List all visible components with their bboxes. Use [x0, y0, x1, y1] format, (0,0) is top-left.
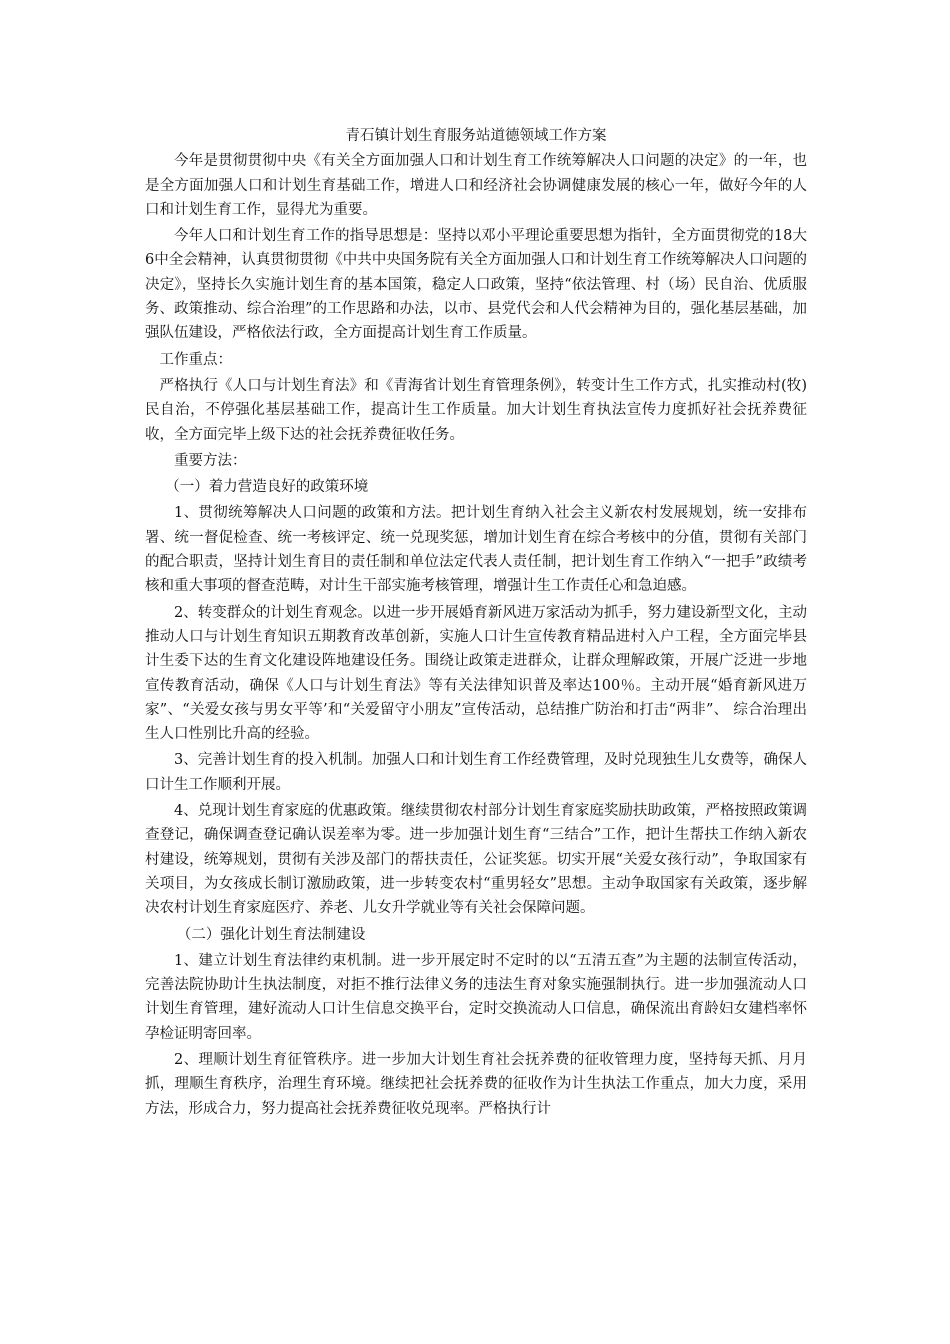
document-title: 青石镇计划生育服务站道德领域工作方案: [345, 128, 607, 144]
section-label-methods: 重要方法：: [174, 452, 247, 469]
paragraph-legal-item-1: 1、建立计划生育法律约束机制。进一步开展定时不定时的以“五清五查”为主题的法制宣传活动，完善法院协助计生执法制度，对拒不推行法律义务的违法生育对象实施强制执行。进一步加强流动人口计划生育管理，建好流动人口计生信息交换平台，定时交换流动人口信息，确保流出育龄妇女建档率怀孕检证明寄回率。: [145, 952, 807, 1042]
section-label-work-focus: 工作重点：: [159, 351, 232, 368]
paragraph-work-focus: 严格执行《人口与计划生育法》和《青海省计划生育管理条例》，转变计生工作方式，扎实推动村(牧)民自治，不停强化基层基础工作，提高计生工作质量。加大计划生育执法宣传力度抓好社会抚养费征收，全方面完毕上级下达的社会抚养费征收任务。: [145, 377, 807, 443]
paragraph-item-2: 2、转变群众的计划生育观念。以进一步开展婚育新风进万家活动为抓手，努力建设新型文化，主动推动人口与计划生育知识五期教育改革创新，实施人口计生宣传教育精品进村入户工程，全方面完毕县计生委下达的生育文化建设阵地建设任务。围绕让政策走进群众，让群众理解政策，开展广泛进一步地宣传教育活动，确保《人口与计划生育法》等有关法律知识普及率达100％。主动开展“婚育新风进万家”、“关爱女孩与男女平等’和“关爱留守小朋友”宣传活动，总结推广防治和打击“两非”、 综合治理出生人口性别比升高的经验。: [145, 604, 807, 743]
paragraph-item-3: 3、完善计划生育的投入机制。加强人口和计划生育工作经费管理，及时兑现独生儿女费等，确保人口计生工作顺利开展。: [145, 752, 807, 793]
document-page: [145, 124, 807, 1123]
paragraph-intro: 今年是贯彻贯彻中央《有关全方面加强人口和计划生育工作统筹解决人口问题的决定》的一年，也是全方面加强人口和计划生育基础工作，增进人口和经济社会协调健康发展的核心一年，做好今年的人口和计划生育工作，显得尤为重要。: [145, 153, 807, 218]
paragraph-guiding-thought: 今年人口和计划生育工作的指导思想是：坚持以邓小平理论重要思想为指针，全方面贯彻党的18大6中全会精神，认真贯彻贯彻《中共中央国务院有关全方面加强人口和计划生育工作统筹解决人口问题的决定》，坚持长久实施计划生育的基本国策，稳定人口政策，坚持“依法管理、村（场）民自治、优质服务、政策推动、综合治理”的工作思路和办法，以市、县党代会和人代会精神为目的，强化基层基础，加强队伍建设，严格依法行政，全方面提高计划生育工作质量。: [145, 228, 807, 342]
paragraph-item-1: 1、贯彻统筹解决人口问题的政策和方法。把计划生育纳入社会主义新农村发展规划，统一安排布署、统一督促检查、统一考核评定、统一兑现奖惩，增加计划生育在综合考核中的分值，贯彻有关部门的配合职责，坚持计划生育目的责任制和单位法定代表人责任制，把计划生育工作纳入“一把手”政绩考核和重大事项的督查范畴，对计生干部实施考核管理，增强计生工作责任心和急迫感。: [145, 505, 807, 595]
paragraph-legal-item-2: 2、理顺计划生育征管秩序。进一步加大计划生育社会抚养费的征收管理力度，坚持每天抓、月月抓，理顺生育秩序，治理生育环境。继续把社会抚养费的征收作为计生执法工作重点，加大力度，采用方法，形成合力，努力提高社会抚养费征收兑现率。严格执行计: [145, 1051, 807, 1117]
heading-legal-construction: （二）强化计划生育法制建设: [176, 926, 366, 943]
paragraph-item-4: 4、兑现计划生育家庭的优惠政策。继续贯彻农村部分计划生育家庭奖励扶助政策，严格按照政策调查登记，确保调查登记确认误差率为零。进一步加强计划生育“三结合”工作，把计生帮扶工作纳入新农村建设，统筹规划，贯彻有关涉及部门的帮扶责任，公证奖惩。切实开展“关爱女孩行动”，争取国家有关项目，为女孩成长制订激励政策，进一步转变农村“重男轻女”思想。主动争取国家有关政策，逐步解决农村计划生育家庭医疗、养老、儿女升学就业等有关社会保障问题。: [145, 803, 807, 917]
heading-policy-environment: （一）着力营造良好的政策环境: [165, 479, 369, 496]
